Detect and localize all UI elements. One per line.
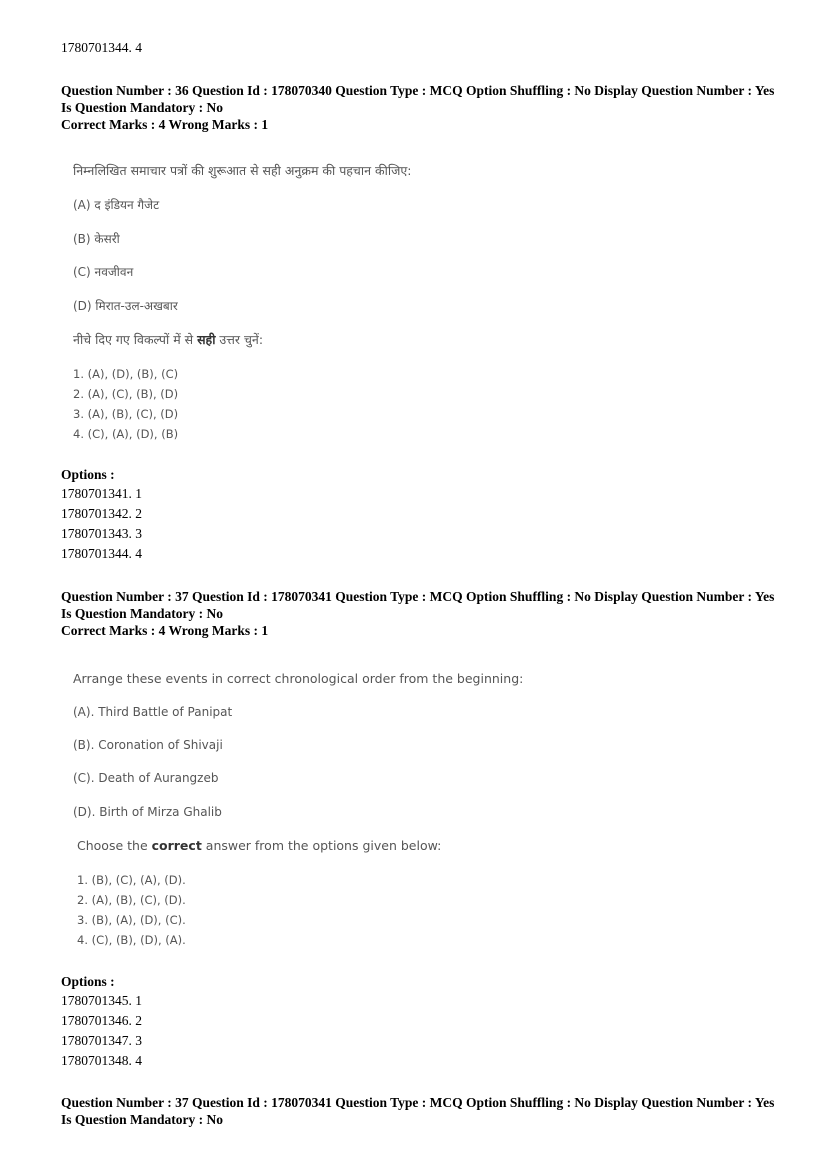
question-item-a: (A). Third Battle of Panipat [73,705,233,719]
question-mandatory-line: Is Question Mandatory : No [61,100,224,115]
instruction-text-end: उत्तर चुनें: [215,332,264,347]
question-item-d: (D). Birth of Mirza Ghalib [73,805,222,819]
option-line: 1780701342. 2 [61,506,142,521]
question-item-a: (A) द इंडियन गैजेट [73,198,160,212]
question-instruction [77,837,441,854]
question-mandatory-line: Is Question Mandatory : No [61,1112,224,1127]
answer-choice-2: 2. (A), (C), (B), (D) [73,387,179,401]
instruction-text-end: answer from the options given below: [201,838,442,853]
instruction-text: Choose the [77,838,152,853]
previous-option-line: 1780701344. 4 [61,40,142,55]
question-37-repeat-meta [61,1094,775,1128]
answer-choice-1: 1. (A), (D), (B), (C) [73,367,179,381]
option-line: 1780701346. 2 [61,1013,142,1028]
option-line: 1780701343. 3 [61,526,142,541]
options-label: Options : [61,974,115,989]
question-item-c: (C). Death of Aurangzeb [73,771,219,785]
question-item-b: (B) केसरी [73,232,120,246]
options-label: Options : [61,467,115,482]
question-item-b: (B). Coronation of Shivaji [73,738,223,752]
question-36-image [73,162,533,452]
instruction-text: नीचे दिए गए विकल्पों में से [73,332,198,347]
question-item-c: (C) नवजीवन [73,265,134,279]
question-meta-line: Question Number : 37 Question Id : 178070341 Question Type : MCQ Option Shuffling : No Display Question Number : Yes [61,1095,775,1110]
question-marks-line: Correct Marks : 4 Wrong Marks : 1 [61,117,269,132]
option-line: 1780701347. 3 [61,1033,142,1048]
answer-choice-3: 3. (A), (B), (C), (D) [73,407,179,421]
option-line: 1780701348. 4 [61,1053,142,1068]
question-prompt: Arrange these events in correct chronological order from the beginning: [73,671,524,686]
question-37-image [73,670,533,955]
question-marks-line: Correct Marks : 4 Wrong Marks : 1 [61,623,269,638]
question-meta-line: Question Number : 37 Question Id : 178070341 Question Type : MCQ Option Shuffling : No Display Question Number : Yes [61,589,775,604]
question-item-d: (D) मिरात-उल-अखबार [73,299,178,313]
answer-choice-4: 4. (C), (B), (D), (A). [77,933,186,947]
option-line: 1780701344. 4 [61,546,142,561]
instruction-emphasis: सही [197,332,216,347]
question-36-meta [61,82,775,133]
question-prompt: निम्नलिखित समाचार पत्रों की शुरूआत से सही अनुक्रम की पहचान कीजिए: [73,163,412,178]
question-mandatory-line: Is Question Mandatory : No [61,606,224,621]
question-meta-line: Question Number : 36 Question Id : 178070340 Question Type : MCQ Option Shuffling : No Display Question Number : Yes [61,83,775,98]
answer-choice-3: 3. (B), (A), (D), (C). [77,913,186,927]
answer-choice-4: 4. (C), (A), (D), (B) [73,427,179,441]
answer-choice-2: 2. (A), (B), (C), (D). [77,893,186,907]
question-instruction [73,331,263,348]
option-line: 1780701341. 1 [61,486,142,501]
answer-choice-1: 1. (B), (C), (A), (D). [77,873,186,887]
instruction-emphasis: correct [151,838,202,853]
question-37-meta [61,588,775,639]
option-line: 1780701345. 1 [61,993,142,1008]
